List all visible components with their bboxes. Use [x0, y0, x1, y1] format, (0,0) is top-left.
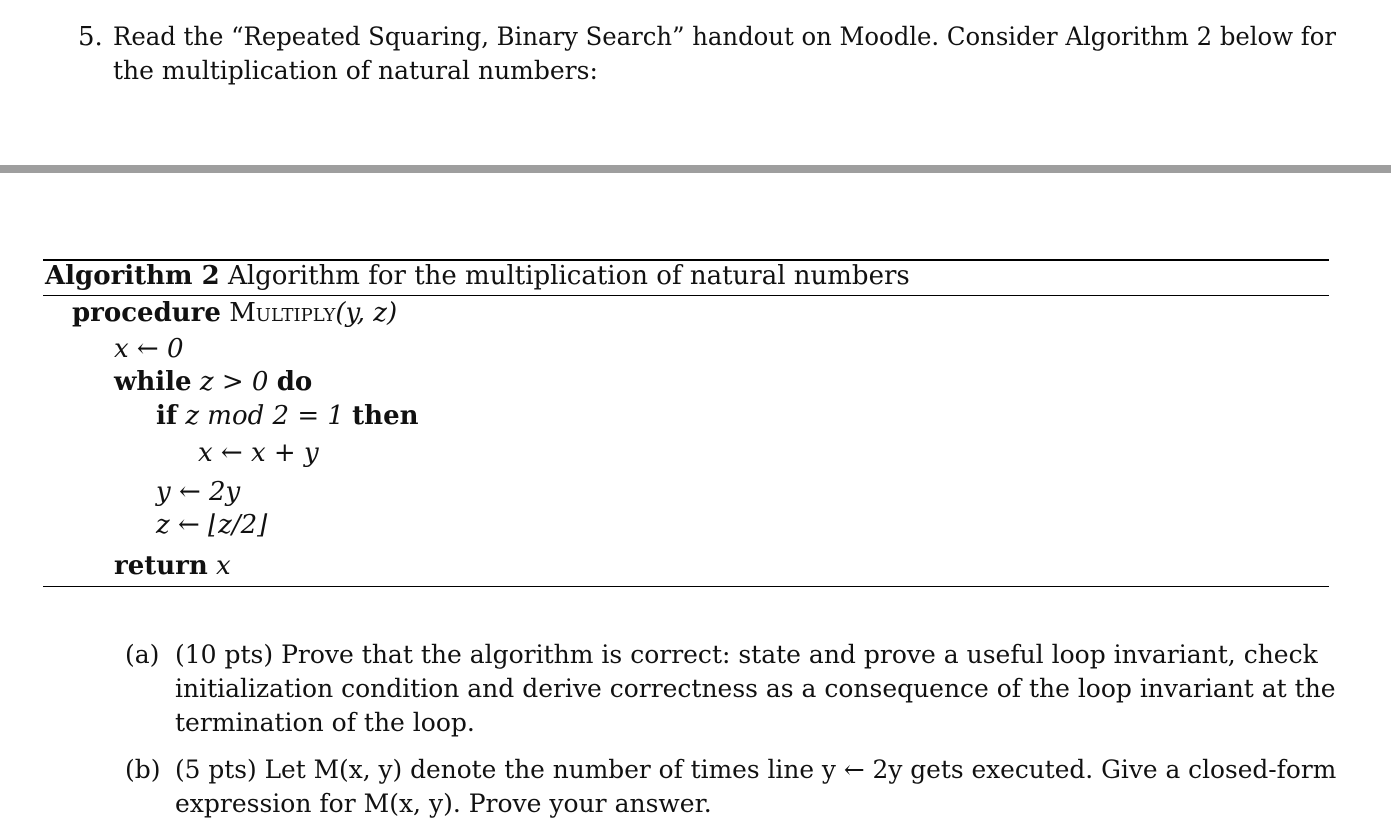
- then-keyword: then: [352, 401, 419, 431]
- algorithm-caption-text: Algorithm for the multiplication of natural numbers: [227, 261, 910, 291]
- add-line: x ← x + y: [198, 438, 319, 468]
- procedure-line: [72, 298, 397, 328]
- question-number: 5.: [78, 22, 103, 52]
- part-b-label: (b): [125, 755, 161, 784]
- algorithm-caption-rule: [43, 295, 1329, 296]
- while-condition: z > 0: [199, 367, 269, 397]
- procedure-args: (y, z): [335, 298, 398, 328]
- if-keyword: if: [156, 401, 178, 431]
- procedure-name: Multiply: [229, 298, 336, 328]
- question-text-line-2: the multiplication of natural numbers:: [113, 56, 598, 85]
- part-a-line-3: termination of the loop.: [175, 708, 475, 737]
- do-keyword: do: [276, 367, 313, 397]
- return-line: [114, 551, 231, 581]
- if-condition: z mod 2 = 1: [185, 401, 344, 431]
- while-line: [114, 367, 312, 397]
- double-line: y ← 2y: [156, 477, 241, 507]
- part-a-label: (a): [125, 640, 160, 669]
- algorithm-bottom-rule: [43, 586, 1329, 587]
- return-value: x: [216, 551, 231, 581]
- part-b-line-2: expression for M(x, y). Prove your answer.: [175, 789, 712, 818]
- part-a-line-2: initialization condition and derive correctness as a consequence of the loop invariant at the: [175, 674, 1336, 703]
- while-keyword: while: [114, 367, 192, 397]
- algorithm-caption: [45, 261, 910, 291]
- part-a-line-1: (10 pts) Prove that the algorithm is correct: state and prove a useful loop invariant, check: [175, 640, 1318, 669]
- procedure-keyword: procedure: [72, 298, 221, 328]
- section-divider: [0, 165, 1391, 173]
- part-b-line-1: (5 pts) Let M(x, y) denote the number of times line y ← 2y gets executed. Give a closed-form: [175, 755, 1337, 784]
- algorithm-label: Algorithm 2: [45, 261, 220, 291]
- halve-line: z ← ⌊z/2⌋: [156, 510, 268, 540]
- if-line: [156, 401, 419, 431]
- return-keyword: return: [114, 551, 208, 581]
- question-text-line-1: Read the “Repeated Squaring, Binary Search” handout on Moodle. Consider Algorithm 2 below for: [113, 22, 1337, 51]
- init-line: x ← 0: [114, 334, 184, 364]
